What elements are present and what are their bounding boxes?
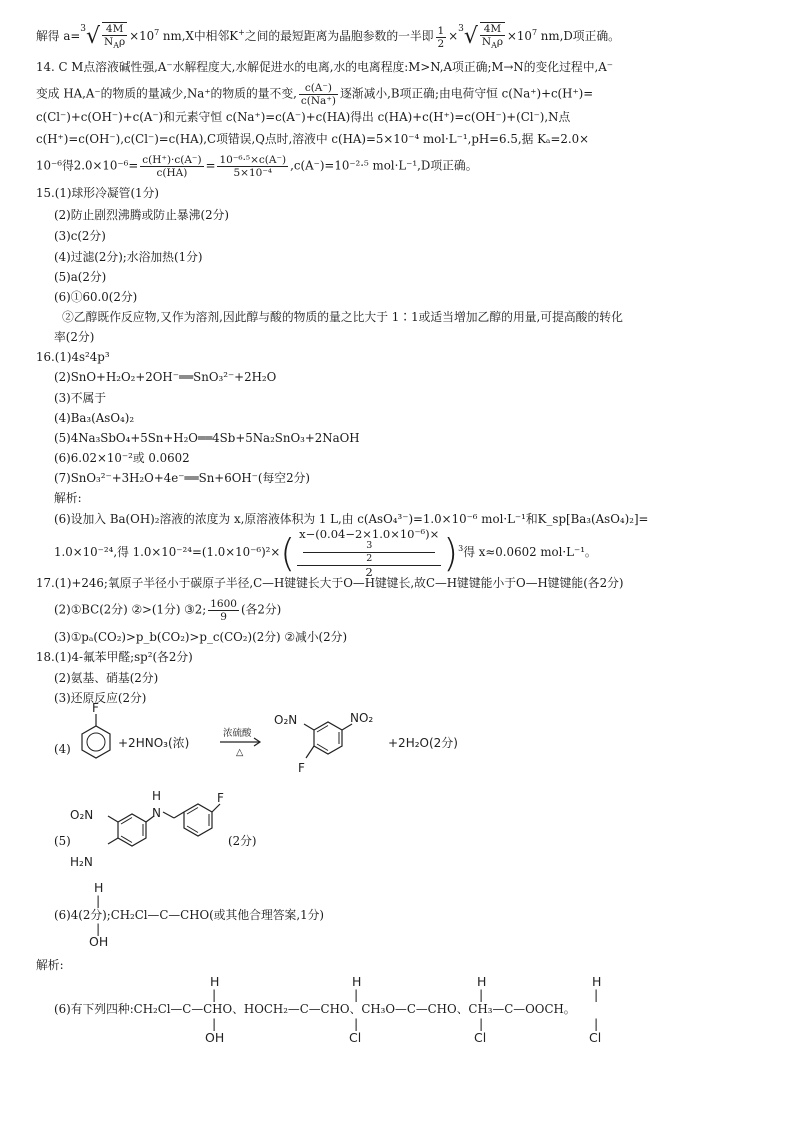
q16-2: (2)SnO+H₂O₂+2OH⁻══SnO₃²⁻+2H₂O (54, 370, 277, 384)
fraction (436, 25, 447, 50)
iso4-bond-bottom: | (594, 1016, 599, 1031)
q15-7: ②乙醇既作反应物,又作为溶剂,因此醇与酸的物质的量之比大于 1∶1或适当增加乙醇的用量,可提高酸的转化 (62, 310, 623, 324)
q18-3: (3)还原反应(2分) (54, 691, 147, 705)
q18-1: 18.(1)4-氟苯甲醛;sp²(各2分) (36, 650, 193, 664)
frac-den: 2 (437, 37, 445, 50)
label-f: F (298, 761, 305, 775)
q17-3: (3)①pₐ(CO₂)>p_b(CO₂)>p_c(CO₂)(2分) ②减小(2分) (54, 630, 348, 644)
text: (各2分) (240, 602, 282, 617)
q13-conclusion: 解得 a=$^3$√ $\frac{4M}{N_A\rho}$ $\times 10^7$ nm,X中相邻K+之间的最短距离为晶胞参数的一半即 $\frac{1}{2}$ ×$^3$√ $\frac{4M}{N_A\rho}$ $\times 10^7$ nm,D项正确。 (36, 23, 620, 51)
label-o2n: O₂N (70, 808, 94, 822)
q18-analysis-6 (54, 1002, 576, 1016)
q18-2: (2)氨基、硝基(2分) (54, 671, 159, 685)
fraction (208, 598, 239, 623)
q18-6-bond-bottom: | (96, 921, 101, 936)
fraction (480, 22, 505, 52)
text: (6)有下列四种: (54, 1002, 134, 1016)
iso3-bond-bottom: | (479, 1016, 484, 1031)
frac-den: c(HA) (156, 167, 188, 179)
label-n: N (152, 806, 161, 820)
q16-3: (3)不属于 (54, 391, 107, 405)
iso1-bond-top: | (212, 987, 217, 1002)
label-h: H (152, 789, 162, 803)
q16-analysis-label: 解析: (54, 491, 82, 505)
frac-den: 9 (220, 611, 227, 623)
q18-6 (54, 908, 324, 922)
iso2-bond-top: | (354, 987, 359, 1002)
reaction-arrow (220, 727, 260, 758)
frac-num: 10⁻⁶·⁵×c(A⁻) (219, 154, 287, 166)
q18-5-label: (5) (54, 834, 71, 848)
frac-num: 3 (303, 540, 435, 553)
q14-line5 (36, 154, 478, 179)
q16-6: (6)6.02×10⁻²或 0.0602 (54, 451, 190, 465)
label-f: F (92, 701, 99, 715)
q18-5-structure (64, 786, 264, 876)
product-water-text: +2H₂O(2分) (388, 736, 458, 750)
text: nm,D项正确。 (537, 29, 620, 44)
label-f: F (217, 791, 224, 805)
text: (6)4(2分); (54, 908, 111, 922)
frac-den: 5×10⁻⁴ (233, 167, 273, 179)
reagent-text: +2HNO₃(浓) (118, 736, 190, 750)
q15-4: (4)过滤(2分);水浴加热(1分) (54, 250, 203, 264)
frac-num: c(A⁻) (299, 82, 338, 95)
text: = (205, 158, 216, 173)
q18-4-label: (4) (54, 742, 71, 756)
frac-num: x−(0.04−2×1.0×10⁻⁶)× 3 2 (299, 527, 440, 564)
text: 得 x≈0.0602 mol·L⁻¹。 (463, 545, 597, 559)
q14-line2 (36, 82, 593, 107)
q15-6: (6)①60.0(2分) (54, 290, 138, 304)
q15-5: (5)a(2分) (54, 270, 107, 284)
text: CH₂Cl—C—CHO(或其他合理答案,1分) (110, 908, 324, 922)
q14-line1: 14. C M点溶液碱性强,A⁻水解程度大,水解促进水的电离,水的电离程度:M>N,A项正确;M→N的变化过程中,A⁻ (36, 60, 613, 74)
text: (2)①BC(2分) ②>(1分) ③2; (54, 602, 207, 617)
q18-6-h: H (94, 880, 104, 895)
text: ,c(A⁻)=10⁻²·⁵ mol·L⁻¹,D项正确。 (290, 158, 478, 173)
iso1-bond-bottom: | (212, 1016, 217, 1031)
q14-line4: c(H⁺)=c(OH⁻),c(Cl⁻)=c(HA),C项错误,Q点时,溶液中 c(HA)=5×10⁻⁴ mol·L⁻¹,pH=6.5,据 Kₐ=2.0× (36, 132, 590, 146)
label-h2n: H₂N (70, 855, 93, 869)
q15-8: 率(2分) (54, 330, 95, 344)
q16-analysis-2: 1.0×10⁻²⁴,得 1.0×10⁻²⁴=(1.0×10⁻⁶)²×( x−(0.04−2×1.0×10⁻⁶)× 3 2 2 )$^3$得 x≈0.0602 mol·L⁻¹。 (54, 527, 597, 579)
iso3-h: H (477, 974, 487, 989)
q15-3: (3)c(2分) (54, 229, 106, 243)
frac-den: $N_A\rho$ (104, 36, 126, 51)
text: 1.0×10⁻²⁴,得 1.0×10⁻²⁴=(1.0×10⁻⁶)²× (54, 545, 281, 559)
frac-den: c(Na⁺) (300, 95, 336, 107)
q15-2: (2)防止剧烈沸腾或防止暴沸(2分) (54, 208, 229, 222)
text: 解得 a= (36, 29, 81, 44)
text: 之间的最短距离为晶胞参数的一半即 (244, 29, 434, 44)
dinitro-product-structure (274, 711, 373, 775)
text: nm,X中相邻K (159, 29, 239, 44)
q18-6-oh: OH (89, 934, 109, 949)
q17-2 (54, 598, 281, 623)
text: 10⁻⁶得2.0×10⁻⁶= (36, 158, 139, 173)
q16-analysis-1: (6)设加入 Ba(OH)₂溶液的浓度为 x,原溶液体积为 1 L,由 c(AsO₄³⁻)=1.0×10⁻⁶ mol·L⁻¹和K_sp[Ba₃(AsO₄)₂]= (54, 512, 649, 526)
q18-analysis-label: 解析: (36, 958, 64, 972)
iso2-cl: Cl (349, 1030, 362, 1045)
q18-5-score: (2分) (228, 834, 257, 848)
condition-top: 浓硫酸 (223, 728, 252, 739)
frac-den: $N_A\rho$ (481, 36, 504, 51)
fraction (102, 22, 127, 52)
frac-num: 4M (102, 23, 127, 36)
frac-den: 2 (365, 565, 373, 579)
iso4-bond-top: | (594, 987, 599, 1002)
q16-7: (7)SnO₃²⁻+3H₂O+4e⁻══Sn+6OH⁻(每空2分) (54, 471, 310, 485)
q17-1: 17.(1)+246;氧原子半径小于碳原子半径,C—H键键长大于O—H键键长,故C—H键键能小于O—H键键能(各2分) (36, 576, 624, 590)
q16-4: (4)Ba₃(AsO₄)₂ (54, 411, 135, 425)
frac-num: 1600 (210, 598, 237, 610)
fraction (297, 528, 441, 578)
iso4-h: H (592, 974, 602, 989)
iso4-cl: Cl (589, 1030, 602, 1045)
text: CH₂Cl—C—CHO、HOCH₂—C—CHO、CH₃O—C—CHO、CH₃—C—OOCH。 (133, 1002, 576, 1016)
label-o2n: O₂N (274, 713, 298, 727)
fraction (217, 154, 288, 179)
iso3-cl: Cl (474, 1030, 487, 1045)
frac-num: 4M (480, 23, 505, 36)
text: 变成 HA,A⁻的物质的量减少,Na⁺的物质的量不变, (36, 86, 297, 101)
text: 逐渐减小,B项正确;由电荷守恒 c(Na⁺)+c(H⁺)= (339, 86, 594, 101)
iso2-h: H (352, 974, 362, 989)
frac-den: 2 (366, 553, 373, 564)
iso2-bond-bottom: | (354, 1016, 359, 1031)
frac-num: 1 (437, 24, 445, 37)
q18-6-bond-top: | (96, 893, 101, 908)
iso1-h: H (210, 974, 220, 989)
iso1-oh: OH (205, 1030, 225, 1045)
q16-1: 16.(1)4s²4p³ (36, 350, 110, 364)
q18-4-reaction (60, 700, 460, 780)
q14-line3: c(Cl⁻)+c(OH⁻)+c(A⁻)和元素守恒 c(Na⁺)=c(A⁻)+c(HA)得出 c(HA)+c(H⁺)=c(OH⁻)+(Cl⁻),N点 (36, 110, 571, 124)
label-no2: NO₂ (350, 711, 374, 725)
fraction (140, 154, 203, 179)
fraction (299, 82, 338, 107)
q16-5: (5)4Na₃SbO₄+5Sn+H₂O══4Sb+5Na₂SnO₃+2NaOH (54, 431, 360, 445)
fluorobenzene-structure (82, 701, 110, 758)
text: × (448, 29, 459, 44)
text: ×10 (507, 29, 532, 44)
condition-bottom: △ (236, 747, 244, 758)
q15-1: 15.(1)球形冷凝管(1分) (36, 186, 159, 200)
iso3-bond-top: | (479, 987, 484, 1002)
text: ×10 (129, 29, 155, 44)
frac-num: c(H⁺)·c(A⁻) (142, 154, 202, 166)
